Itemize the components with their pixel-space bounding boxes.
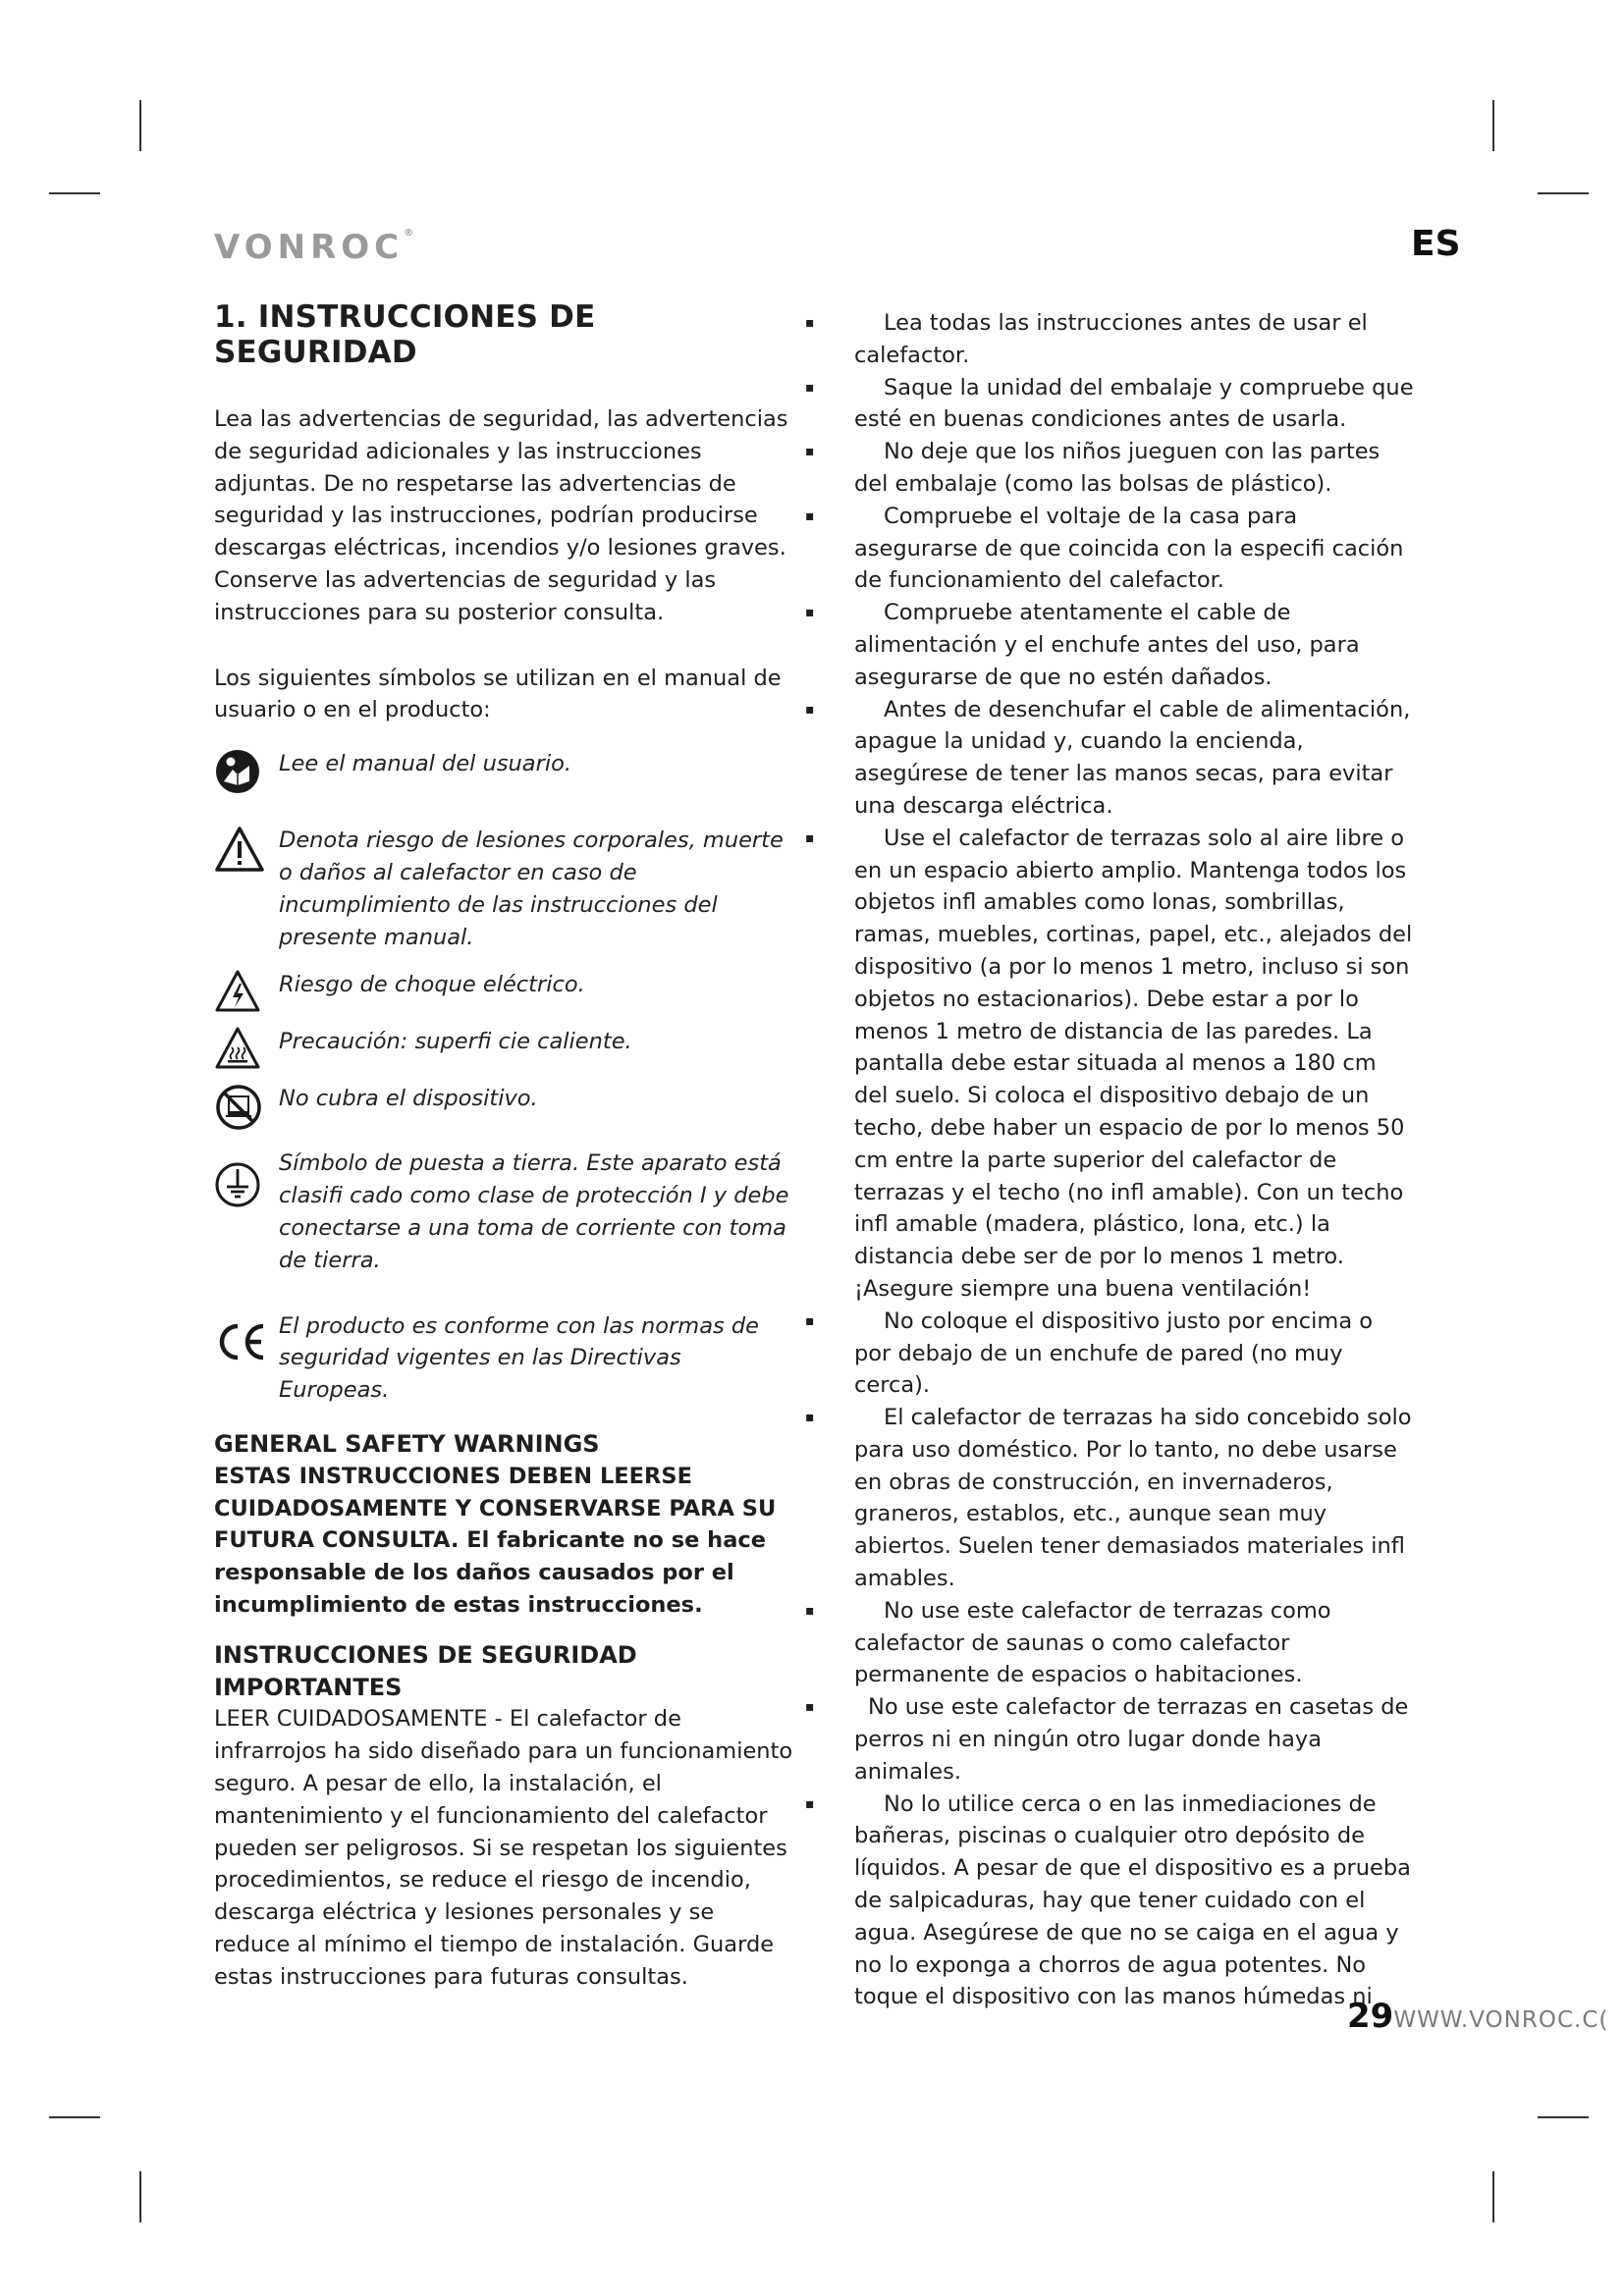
symbol-text: Riesgo de choque eléctrico. bbox=[279, 972, 585, 998]
list-item: ▪ No deje que los niños jueguen con las partes del embalaje (como las bolsas de plástico). bbox=[807, 436, 1416, 501]
important-instructions-block bbox=[214, 1639, 793, 1994]
crop-mark bbox=[139, 2171, 141, 2222]
general-warnings-block bbox=[214, 1428, 793, 1622]
crop-mark bbox=[49, 2116, 100, 2118]
page-number: 29 bbox=[1347, 1997, 1394, 2036]
list-item: ▪ Compruebe atentamente el cable de alimentación y el enchufe antes del uso, para asegurarse de que no estén dañados. bbox=[807, 597, 1416, 693]
symbol-row bbox=[214, 748, 793, 795]
important-instructions-text: LEER CUIDADOSAMENTE - El calefactor de infrarrojos ha sido diseñado para un funcionamiento seguro. A pesar de ello, la instalación, el mantenimiento y el funcionamiento del calefactor pueden ser peligrosos. Si se respetan los siguientes procedimientos, se reduce el riesgo de incendio, descarga eléctrica y lesiones personales y se reduce al mínimo el tiempo de instalación. Guarde estas instrucciones para futuras consultas. bbox=[214, 1706, 793, 1990]
list-item: ▪ No lo utilice cerca o en las inmediaciones de bañeras, piscinas o cualquier otro depósito de líquidos. A pesar de que el dispositivo es a prueba de salpicaduras, hay que tener cuidado con el agua. Asegúrese de que no se caiga en el agua y no lo exponga a chorros de agua potentes. No toque el dispositivo con las manos húmedas ni bbox=[807, 1789, 1416, 2014]
earth-ground-icon bbox=[214, 1148, 279, 1208]
warning-triangle-icon bbox=[214, 825, 279, 874]
intro-paragraph: Lea las advertencias de seguridad, las advertencias de seguridad adicionales y las instrucciones adjuntas. De no respetarse las advertencias de seguridad y las instrucciones, podrían producirse descargas eléctricas, incendios y/o lesiones graves. Conserve las advertencias de seguridad y las instrucciones para su posterior consulta. bbox=[214, 406, 788, 625]
crop-mark bbox=[49, 192, 100, 194]
crop-mark bbox=[139, 100, 141, 151]
list-item: ▪ Antes de desenchufar el cable de alimentación, apague la unidad y, cuando la encienda, asegúrese de tener las manos secas, para evitar una descarga eléctrica. bbox=[807, 694, 1416, 823]
crop-mark bbox=[1538, 192, 1589, 194]
symbol-text: Lee el manual del usuario. bbox=[279, 751, 572, 777]
list-item: ▪ Use el calefactor de terrazas solo al aire libre o en un espacio abierto amplio. Mantenga todos los objetos infl amables como lonas, sombrillas, ramas, muebles, cortinas, papel, etc., alejados del dispositivo (a por lo menos 1 metro, incluso si son objetos no estacionarios). Debe estar a por lo menos 1 metro de distancia de las paredes. La pantalla debe estar situada al menos a 180 cm del suelo. Si coloca el dispositivo debajo de un techo, debe haber un espacio de por lo menos 50 cm entre la parte superior del calefactor de terrazas y el techo (no infl amable). Con un techo infl amable (madera, plástico, lona, etc.) la distancia debe ser de por lo menos 1 metro. ¡Asegure siempre una buena ventilación! bbox=[807, 823, 1416, 1306]
symbol-list bbox=[214, 748, 793, 1407]
language-code: ES bbox=[1411, 224, 1461, 264]
right-column bbox=[807, 307, 1416, 2013]
symbol-text: Precaución: superfi cie caliente. bbox=[279, 1029, 632, 1055]
electric-shock-icon bbox=[214, 969, 279, 1014]
ce-mark-icon bbox=[214, 1310, 279, 1363]
safety-bullet-list bbox=[807, 307, 1416, 2013]
symbols-intro: Los siguientes símbolos se utilizan en el manual de usuario o en el producto: bbox=[214, 665, 782, 723]
important-instructions-heading: INSTRUCCIONES DE SEGURIDAD IMPORTANTES bbox=[214, 1640, 637, 1701]
general-warnings-heading: GENERAL SAFETY WARNINGS bbox=[214, 1429, 600, 1458]
list-item: ▪ No coloque el dispositivo justo por encima o por debajo de un enchufe de pared (no muy cerca). bbox=[807, 1306, 1416, 1402]
symbol-row bbox=[214, 825, 793, 953]
symbol-row bbox=[214, 1310, 793, 1407]
list-item: ▪ Lea todas las instrucciones antes de usar el calefactor. bbox=[807, 307, 1416, 372]
section-title: 1. INSTRUCCIONES DE SEGURIDAD bbox=[214, 299, 596, 370]
list-item: ▪ No use este calefactor de terrazas en casetas de perros ni en ningún otro lugar donde haya animales. bbox=[807, 1691, 1416, 1788]
symbol-row bbox=[214, 969, 793, 1014]
symbol-text: El producto es conforme con las normas de seguridad vigentes en las Directivas Europeas. bbox=[279, 1312, 759, 1404]
list-item: ▪ Compruebe el voltaje de la casa para asegurarse de que coincida con la especifi cación de funcionamiento del calefactor. bbox=[807, 501, 1416, 597]
page-footer bbox=[1347, 1997, 1608, 2036]
hot-surface-icon bbox=[214, 1026, 279, 1071]
symbol-text: Símbolo de puesta a tierra. Este aparato está clasifi cado como clase de protección I y debe conectarse a una toma de corriente con toma de tierra. bbox=[279, 1150, 789, 1273]
symbol-text: No cubra el dispositivo. bbox=[279, 1086, 538, 1112]
symbol-row bbox=[214, 1026, 793, 1071]
website-url: WWW.VONROC.C( bbox=[1393, 2007, 1609, 2033]
symbol-row bbox=[214, 1083, 793, 1132]
symbol-text: Denota riesgo de lesiones corporales, muerte o daños al calefactor en caso de incumplimiento de las instrucciones del presente manual. bbox=[279, 828, 784, 950]
crop-mark bbox=[1492, 2171, 1494, 2222]
general-warnings-text: ESTAS INSTRUCCIONES DEBEN LEERSE CUIDADOSAMENTE Y CONSERVARSE PARA SU FUTURA CONSULTA. El fabricante no se hace responsable de los daños causados por el incumplimiento de estas instrucciones. bbox=[214, 1463, 777, 1618]
crop-mark bbox=[1538, 2116, 1589, 2118]
symbol-row bbox=[214, 1148, 793, 1276]
crop-mark bbox=[1492, 100, 1494, 151]
do-not-cover-icon bbox=[214, 1083, 279, 1132]
left-column bbox=[214, 299, 793, 1993]
list-item: ▪ No use este calefactor de terrazas como calefactor de saunas o como calefactor permanente de espacios o habitaciones. bbox=[807, 1595, 1416, 1691]
list-item: ▪ El calefactor de terrazas ha sido concebido solo para uso doméstico. Por lo tanto, no debe usarse en obras de construcción, en invernaderos, graneros, establos, etc., aunque sean muy abiertos. Suelen tener demasiados materiales infl amables. bbox=[807, 1402, 1416, 1595]
brand-logo: VONROC® bbox=[214, 228, 414, 267]
read-manual-icon bbox=[214, 748, 279, 795]
list-item: ▪ Saque la unidad del embalaje y compruebe que esté en buenas condiciones antes de usarla. bbox=[807, 372, 1416, 437]
